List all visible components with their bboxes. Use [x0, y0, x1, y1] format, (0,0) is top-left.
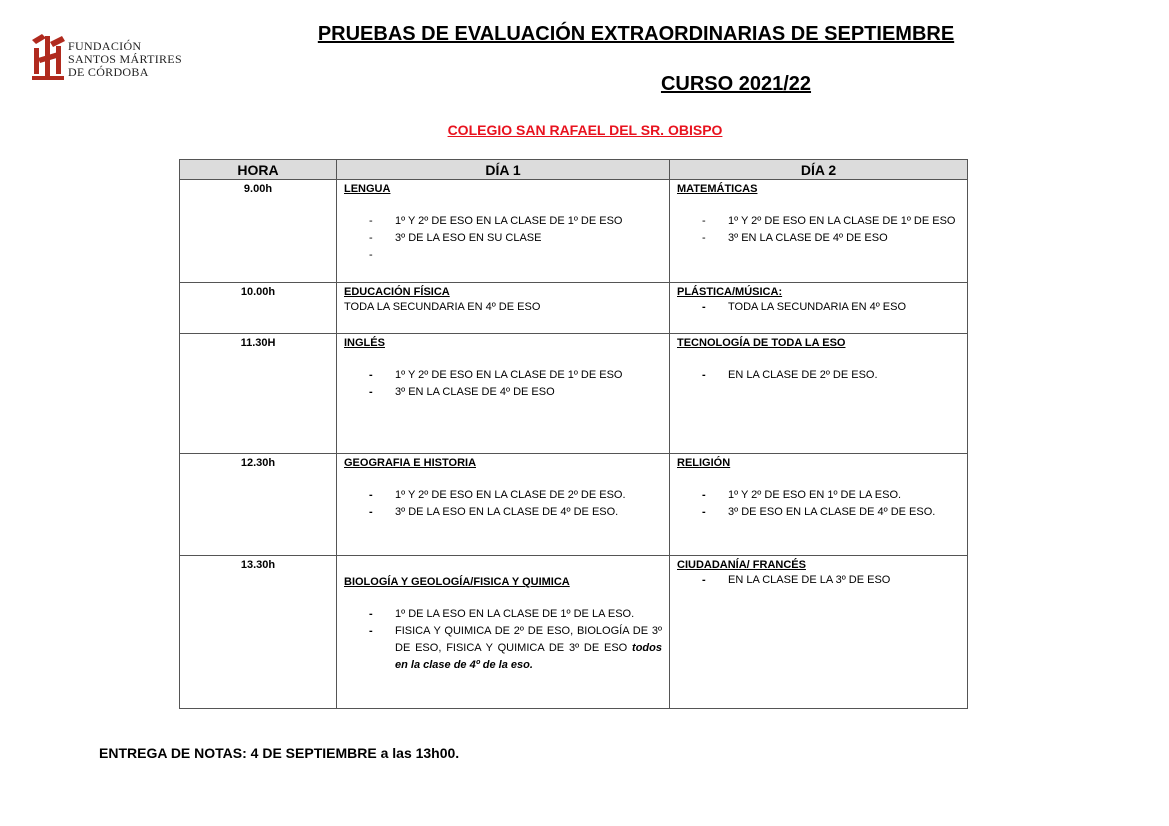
foundation-logo-mark-icon	[32, 32, 66, 82]
logo-line-2: SANTOS MÁRTIRES	[68, 52, 182, 66]
hour-cell: 13.30h	[180, 556, 337, 709]
hour-cell: 10.00h	[180, 283, 337, 334]
subject-name: CIUDADANÍA/ FRANCÉS	[677, 559, 806, 571]
grades-delivery-note: ENTREGA DE NOTAS: 4 DE SEPTIEMBRE a las 13h00.	[99, 745, 460, 761]
list-item: - EN LA CLASE DE 2º DE ESO.	[677, 367, 960, 384]
column-header-day2: DÍA 2	[670, 160, 968, 180]
hour-cell: 12.30h	[180, 454, 337, 556]
list-item: - EN LA CLASE DE LA 3º DE ESO	[677, 572, 960, 589]
day2-cell	[670, 334, 968, 454]
column-header-day1: DÍA 1	[337, 160, 670, 180]
day1-cell	[337, 556, 670, 709]
list-item	[344, 623, 662, 674]
day2-cell	[670, 556, 968, 709]
logo-line-1: FUNDACIÓN	[68, 39, 142, 53]
list-item: - TODA LA SECUNDARIA EN 4º ESO	[677, 299, 960, 316]
hour-cell: 9.00h	[180, 180, 337, 283]
list-item: - 3º DE LA ESO EN LA CLASE DE 4º DE ESO.	[344, 504, 662, 521]
exam-schedule-table	[179, 159, 968, 709]
subject-name: RELIGIÓN	[677, 457, 731, 469]
cell-text: TODA LA SECUNDARIA EN 4º DE ESO	[344, 301, 541, 313]
list-item: - 1º Y 2º DE ESO EN LA CLASE DE 1º DE ESO	[344, 367, 662, 384]
list-item: - 1º Y 2º DE ESO EN 1º DE LA ESO.	[677, 487, 960, 504]
list-item: - 3º DE ESO EN LA CLASE DE 4º DE ESO.	[677, 504, 960, 521]
logo-line-3: DE CÓRDOBA	[68, 65, 149, 79]
list-item: - 1º Y 2º DE ESO EN LA CLASE DE 1º DE ESO	[677, 213, 960, 230]
subject-name: BIOLOGÍA Y GEOLOGÍA/FISICA Y QUIMICA	[344, 576, 570, 588]
day2-cell	[670, 180, 968, 283]
day1-cell	[337, 180, 670, 283]
school-name: COLEGIO SAN RAFAEL DEL SR. OBISPO	[447, 122, 723, 138]
day1-cell	[337, 283, 670, 334]
subject-name: LENGUA	[344, 183, 391, 195]
table-row	[180, 556, 968, 709]
list-item: - 1º Y 2º DE ESO EN LA CLASE DE 1º DE ESO	[344, 213, 662, 230]
list-item: - 3º EN LA CLASE DE 4º DE ESO	[677, 230, 960, 247]
course-title: CURSO 2021/22	[660, 73, 812, 95]
subject-name: EDUCACIÓN FÍSICA	[344, 286, 450, 298]
subject-name: INGLÉS	[344, 337, 385, 349]
list-item: - 3º EN LA CLASE DE 4º DE ESO	[344, 384, 662, 401]
table-row	[180, 334, 968, 454]
subject-name: GEOGRAFIA E HISTORIA	[344, 457, 477, 469]
page-title: PRUEBAS DE EVALUACIÓN EXTRAORDINARIAS DE SEPTIEMBRE	[317, 23, 955, 45]
foundation-logo	[32, 32, 182, 86]
table-row	[180, 283, 968, 334]
table-row	[180, 180, 968, 283]
table-row	[180, 454, 968, 556]
subject-name: TECNOLOGÍA DE TODA LA ESO	[677, 337, 846, 349]
day2-cell	[670, 283, 968, 334]
column-header-hour: HORA	[180, 160, 337, 180]
list-item-emphasis: todos en la clase de 4º de la eso.	[395, 642, 662, 671]
list-item: - 3º DE LA ESO EN SU CLASE	[344, 230, 662, 247]
day1-cell	[337, 454, 670, 556]
list-item: - 1º Y 2º DE ESO EN LA CLASE DE 2º DE ESO.	[344, 487, 662, 504]
subject-name: MATEMÁTICAS	[677, 183, 758, 195]
day2-cell	[670, 454, 968, 556]
hour-cell: 11.30H	[180, 334, 337, 454]
list-item-text: FISICA Y QUIMICA DE 2º DE ESO, BIOLOGÍA DE 3º DE ESO, FISICA Y QUIMICA DE 3º DE ESO	[395, 625, 662, 654]
day1-cell	[337, 334, 670, 454]
table-header-row	[180, 160, 968, 180]
subject-name: PLÁSTICA/MÚSICA:	[677, 286, 783, 298]
list-item: - 1º DE LA ESO EN LA CLASE DE 1º DE LA ESO.	[344, 606, 662, 623]
